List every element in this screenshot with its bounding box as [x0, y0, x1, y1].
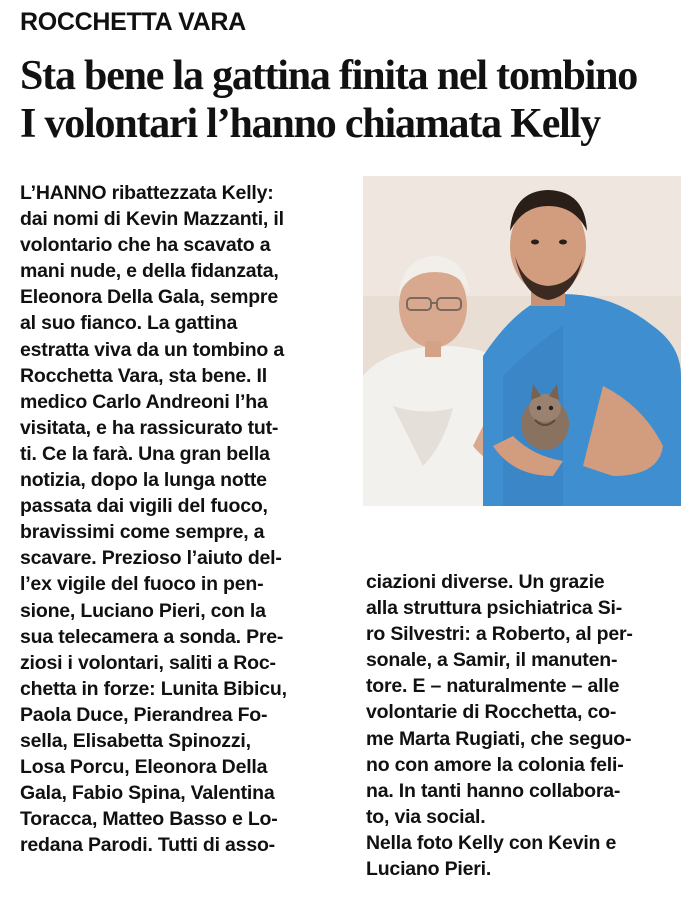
headline-line: Sta bene la gattina finita nel tombino	[20, 53, 638, 99]
article-line: medico Carlo Andreoni l’ha	[20, 390, 268, 413]
photo-kelly-icon	[363, 176, 681, 506]
article-line: na. In tanti hanno collabora-	[366, 779, 621, 802]
article-line: ti. Ce la farà. Una gran bella	[20, 442, 270, 465]
photo-caption-line: Nella foto Kelly con Kevin e	[366, 831, 617, 854]
article-line: sione, Luciano Pieri, con la	[20, 599, 266, 622]
article-line: sua telecamera a sonda. Pre-	[20, 625, 284, 648]
article-line: passata dai vigili del fuoco,	[20, 495, 268, 518]
article-line: Losa Porcu, Eleonora Della	[20, 756, 268, 779]
article-column-right	[366, 569, 686, 882]
article-line: Toracca, Matteo Basso e Lo-	[20, 808, 278, 831]
article-column-left	[20, 180, 350, 858]
article-line: estratta viva da un tombino a	[20, 338, 285, 361]
article-line: Eleonora Della Gala, sempre	[20, 286, 278, 309]
article-line: to, via social.	[366, 805, 486, 828]
article-line: sonale, a Samir, il manuten-	[366, 649, 618, 672]
article-line: ziosi i volontari, saliti a Roc-	[20, 651, 276, 674]
article-line: dai nomi di Kevin Mazzanti, il	[20, 208, 284, 231]
article-line: ro Silvestri: a Roberto, al per-	[366, 623, 633, 646]
article-line: L’HANNO ribattezzata Kelly:	[20, 182, 274, 204]
headline	[20, 52, 680, 148]
article-photo	[363, 176, 681, 506]
article-line: volontarie di Rocchetta, co-	[366, 701, 617, 724]
article-line: no con amore la colonia feli-	[366, 753, 624, 776]
article-line: Paola Duce, Pierandrea Fo-	[20, 703, 268, 726]
article-line: alla struttura psichiatrica Si-	[366, 597, 623, 620]
article-line: redana Parodi. Tutti di asso-	[20, 834, 275, 857]
article-line: al suo fianco. La gattina	[20, 312, 238, 335]
article-line: scavare. Prezioso l’aiuto del-	[20, 547, 282, 570]
section-kicker: ROCCHETTA VARA	[20, 8, 246, 36]
photo-caption-line: Luciano Pieri.	[366, 858, 492, 881]
article-line: sella, Elisabetta Spinozzi,	[20, 729, 251, 752]
article-line: visitata, e ha rassicurato tut-	[20, 416, 279, 439]
article-line: notizia, dopo la lunga notte	[20, 469, 267, 492]
article-line: volontario che ha scavato a	[20, 234, 271, 257]
article-line: Gala, Fabio Spina, Valentina	[20, 782, 275, 805]
article-line: ciazioni diverse. Un grazie	[366, 571, 605, 593]
article-line: Rocchetta Vara, sta bene. Il	[20, 364, 267, 387]
article-line: bravissimi come sempre, a	[20, 521, 265, 544]
article-line: chetta in forze: Lunita Bibicu,	[20, 677, 287, 700]
article-line: tore. E – naturalmente – alle	[366, 675, 620, 698]
article-line: l’ex vigile del fuoco in pen-	[20, 573, 264, 596]
headline-line: I volontari l’hanno chiamata Kelly	[20, 101, 600, 147]
article-line: mani nude, e della fidanzata,	[20, 260, 279, 283]
article-line: me Marta Rugiati, che seguo-	[366, 727, 632, 750]
